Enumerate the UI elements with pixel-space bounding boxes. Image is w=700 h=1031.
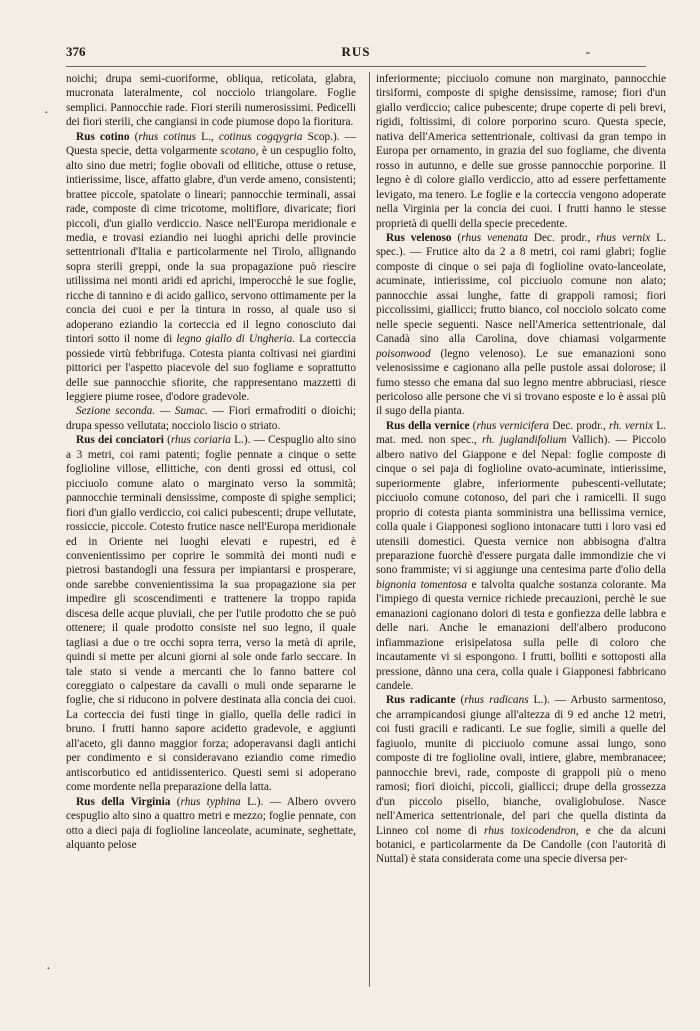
entry-rus-velenoso: Rus velenoso (rhus venenata Dec. prodr., rhus vernix L. spec.). — Frutice alto da 2 a 8 metri, coi rami glabri; foglie composte di cinque o sei paja di foglioline ovato-lanceolate, acuminate, intierissime, col picciuolo comune non alato; pannocchie assai lunghe, fatte di grappoli ramosi; fiori piccolissimi, giallicci; frutto bianco, col nocciolo solcato come nelle specie seguenti. Nasce nell'America settentrionale, dal Canadà sino alla Carolina, dove chiamasi volgarmente poisonwood (legno velenoso). Le sue emanazioni sono velenosissime e cagionano alla pelle pustole assai dolorose; il fumo stesso che emana dal suo legno mentre abbruciasi, riesce pericoloso alle persone che vi si trovano esposte e lo è assai più il sugo della pianta.	[376, 231, 666, 418]
running-title: RUS	[341, 44, 371, 59]
entry-rus-della-virginia: Rus della Virginia (rhus typhina L.). — Albero ovvero cespuglio alto sino a quattro metri e mezzo; foglie pennate, con otto a dieci paja di foglioline lanceolate, acuminate, seghettate, alquanto pelose	[66, 795, 356, 852]
latin-name: rhus vernicifera	[476, 419, 550, 432]
paragraph-continuation: inferiormente; picciuolo comune non marginato, pannocchie tirsiformi, composte di spighe densissime, ramose; fiori d'un giallo verdiccio; calice pubescente; drupe coperte di peli brevi, rigidi, foltissimi, di colore porporino scuro. Questa specie, nativa dell'America settentrionale, coltivasi da gran tempo in Europa per ornamento, in grazia del suo fogliame, che diventa rosso in autunno, e delle sue grosse pannocchie porporine. Il legno è di colore giallo verdiccio, atto ad essere perfettamente levigato, ma tenero. Le foglie e la corteccia vengono adoperate nella Virginia per la concia dei cuoi. I frutti hanno le stesse proprietà di quelli della specie precedente.	[376, 73, 666, 230]
page-header	[66, 44, 646, 64]
page-number: 376	[66, 44, 86, 59]
entry-rus-dei-conciatori: Rus dei conciatori (rhus coriaria L.). — Cespuglio alto sino a 3 metri, coi rami patenti; foglie pennate a cinque o sette foglioline villose, ellittiche, con denti grossi ed ottusi, col picciuolo comune alato o marginato verso la sommità; pannocchie terminali densissime, composte di spighe semplici; fiori d'un giallo verdiccio, coi calici pubescenti; drupe vellutate, rossiccie, piccole. Cotesto frutice nasce nell'Europa meridionale ed in Oriente nei luoghi elevati e rupestri, ed è convenientissimo per coprire le sommità dei monti nudi e pietrosi bastandogli una fessura per impiantarsi e prosperare, onde sarebbe convenientissima la sua propagazione sia per impedire gli scoscendimenti e trattenere la troppo rapida discesa delle acque pluviali, che per l'utile prodotto che se può ottenere; il quale prodotto consiste nel suo legno, il quale tagliasi a due o tre occhi sopra terra, verso la metà di aprile, quindi si mette per alcuni giorni al sole onde farlo seccare. In tale stato si vende a mercanti che lo fanno battere col coreggiato o calpestare da cavalli o muli onde separarne le foglie, che si riducono in polvere destinata alla concia dei cuoi. La corteccia dei fusti tinge in giallo, quella delle radici in bruno. I frutti hanno sapore acidetto gradevole, e aggiunti all'aceto, gli danno maggior forza; adoperavansi dagli antichi per condimento e si consideravano eziandio come rimedio antiscorbutico ed antidissenterico. Questi semi si adoperano come mordente nella preparazione della latta.	[66, 434, 356, 794]
column-divider	[369, 72, 370, 987]
latin-name: rhus vernix	[596, 231, 651, 244]
latin-name: cotinus cogqygria	[218, 130, 303, 143]
latin-name: rhus venenata	[461, 231, 528, 244]
entry-rus-cotino: Rus cotino (rhus cotinus L., cotinus cogqygria Scop.). — Questa specie, detta volgarmente scotano, è un cespuglio folto, alto sino due metri; foglie obovali od ellitiche, ottuse o retuse, intierissime, lisce, affatto glabre, d'un verde ameno, consistenti; brattee piccole, spatolate o lineari; pannocchie terminali, assai rade, composte di cime tricotome, moltiflore, divaricate; fiori piccoli, d'un giallo verdiccio. Nasce nell'Europa meridionale e media, e trovasi eziandio nei luoghi aprichi delle provincie settentrionali d'Italia e particolarmente nel Tirolo, allignando sopra sterili greppi, onde la sua propagazione può riescire utilissima nei monti aridi ed aprichi, imperocchè le sue foglie, ricche di tannino e di acido gallico, servono ottimamente per la concia dei cuoi e per la tintura in rosso, al quale uso si adoperano eziandio la corteccia ed il legno conosciuto dai tintori sotto il nome di legno giallo di Ungheria. La corteccia possiede virtù febbrifuga. Cotesta pianta coltivasi nei giardini pittorici per l'aspetto piacevole del suo fogliame e soprattutto delle sue pannocchie sfiorite, che rappresentano mazzetti di leggiere piume rosee, d'odore gradevole.	[66, 130, 356, 403]
vulgar-name: poisonwood	[376, 347, 431, 360]
latin-name: rhus radicans	[464, 694, 529, 707]
wood-name: legno giallo di Ungheria	[176, 333, 293, 346]
latin-name: rh. juglandifolium	[481, 434, 567, 447]
entry-name: Rus della vernice	[386, 419, 470, 432]
right-column	[376, 72, 666, 992]
header-rule	[66, 66, 646, 67]
latin-name: rhus coriaria	[170, 434, 231, 447]
entry-name: Rus cotino	[76, 130, 130, 143]
paragraph-continuation: noichi; drupa semi-cuoriforme, obliqua, reticolata, glabra, mucronata lateralmente, col nocciolo triangolare. Foglie semplici. Pannocchie rade. Fiori sterili numerosissimi. Pedicelli dei fiori sterili, che cangiansi in code piumose dopo la fioritura.	[66, 73, 356, 129]
margin-dot-mark: ·	[44, 106, 49, 121]
entry-name: Rus radicante	[386, 694, 456, 707]
section-heading-paragraph: Sezione seconda. — Sumac. — Fiori ermafroditi o dioichi; drupa spesso vellutata; nocciolo liscio o striato.	[66, 405, 356, 432]
plant-name: bignonia tomentosa	[376, 578, 468, 591]
entry-rus-radicante: Rus radicante (rhus radicans L.). — Arbusto sarmentoso, che arrampicandosi giunge all'altezza di 9 ed anche 12 metri, coi fusti gracili e radicanti. Le sue foglie, simili a quelle del fagiuolo, munite di picciuolo comune assai lungo, sono composte di tre foglioline ovali, intiere, glabre, membranacee; pannocchie brevi, rade, composte di grappoli più o meno ramosi; fiori dioichi, piccoli, giallicci; drupe della grossezza d'un piccolo pisello, bianche, ovaliglobulose. Nasce nell'America settentrionale, del pari che quella distinta da Linneo col nome di rhus toxicodendron, e che da alcuni botanici, e particolarmente da De Candolle (con l'autorità di Nuttal) è stata considerata come una specie diversa per-	[376, 694, 666, 866]
entry-name: Rus dei conciatori	[76, 434, 164, 447]
latin-name: rhus cotinus	[138, 130, 197, 143]
latin-name: rhus typhina	[180, 795, 241, 808]
header-dash: -	[585, 44, 590, 59]
left-column	[66, 72, 356, 992]
entry-rus-della-vernice: Rus della vernice (rhus vernicifera Dec. prodr., rh. vernix L. mat. med. non spec., rh. juglandifolium Vallich). — Piccolo albero nativo del Giappone e del Nepal: foglie composte di cinque o sei paja di foglioline ovato-acuminate, intierissime, superiormente glabre, inferiormente pubescenti-vellutate; picciuolo comune cotonoso, del pari che i ramicelli. Il sugo proprio di cotesta pianta somministra una bellissima vernice, colla quale i Giapponesi sogliono intonacare tutti i loro vasi ed utensili domestici. Questa vernice non abbisogna d'altra preparazione fuorchè d'essere purgata dalle immondizie che vi sono frammiste; vi si aggiunge una centesima parte d'olio della bignonia tomentosa e talvolta qualche sostanza colorante. Ma l'impiego di questa vernice richiede precauzioni, perchè le sue emanazioni cagionano dolori di testa e gonfiezza delle labbra e delle nari. Anche le emanazioni dell'albero producono infiammazione erisipelatosa sulla pelle di coloro che incautamente vi si espongono. I frutti, bolliti e sottoposti alla pressione, dànno una cera, colla quale i Giapponesi fabbricano candele.	[376, 419, 666, 693]
latin-name: rhus toxicodendron	[484, 824, 576, 837]
section-title: Sezione seconda. — Sumac.	[76, 405, 208, 418]
vulgar-name: scotano	[220, 145, 256, 158]
latin-name: rh. vernix	[609, 419, 654, 432]
margin-dot-mark: ·	[46, 962, 51, 977]
entry-name: Rus della Virginia	[76, 795, 171, 808]
entry-name: Rus velenoso	[386, 231, 452, 244]
